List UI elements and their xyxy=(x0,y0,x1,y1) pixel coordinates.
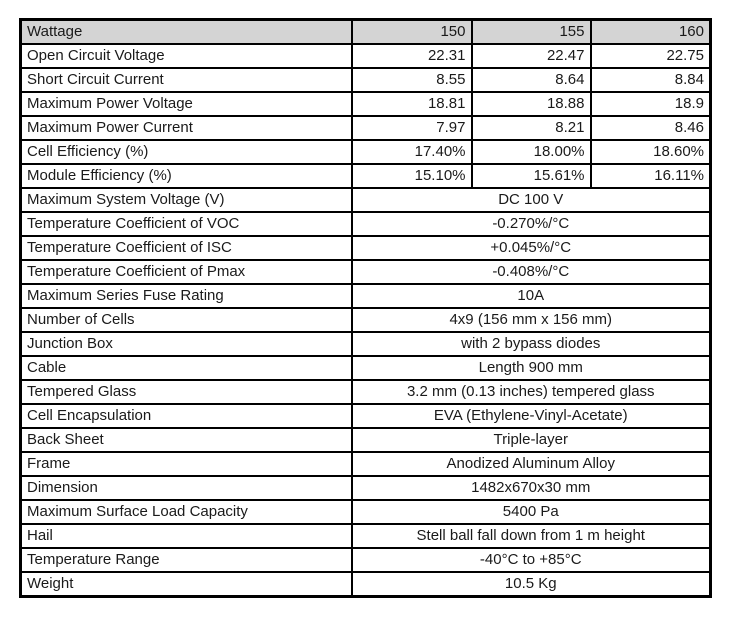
value-cell: 18.9 xyxy=(591,92,711,116)
row-label: Maximum Series Fuse Rating xyxy=(21,284,352,308)
value-cell: 22.47 xyxy=(472,44,591,68)
row-temperature-range xyxy=(21,548,711,572)
row-label: Maximum Power Voltage xyxy=(21,92,352,116)
row-number-of-cells xyxy=(21,308,711,332)
row-cell-encapsulation xyxy=(21,404,711,428)
value-cell: 8.64 xyxy=(472,68,591,92)
merged-value-cell: Anodized Aluminum Alloy xyxy=(352,452,711,476)
value-cell: 15.61% xyxy=(472,164,591,188)
row-weight xyxy=(21,572,711,597)
merged-value-cell: with 2 bypass diodes xyxy=(352,332,711,356)
row-label: Number of Cells xyxy=(21,308,352,332)
row-label: Module Efficiency (%) xyxy=(21,164,352,188)
row-label: Maximum Power Current xyxy=(21,116,352,140)
row-maximum-power-current xyxy=(21,116,711,140)
value-cell: 16.11% xyxy=(591,164,711,188)
row-temp-coefficient-voc xyxy=(21,212,711,236)
merged-value-cell: +0.045%/°C xyxy=(352,236,711,260)
merged-value-cell: 3.2 mm (0.13 inches) tempered glass xyxy=(352,380,711,404)
row-label: Temperature Range xyxy=(21,548,352,572)
value-cell: 18.81 xyxy=(352,92,472,116)
row-label: Frame xyxy=(21,452,352,476)
row-label: Temperature Coefficient of Pmax xyxy=(21,260,352,284)
row-label: Open Circuit Voltage xyxy=(21,44,352,68)
row-label: Maximum System Voltage (V) xyxy=(21,188,352,212)
row-maximum-series-fuse-rating xyxy=(21,284,711,308)
row-junction-box xyxy=(21,332,711,356)
merged-value-cell: Triple-layer xyxy=(352,428,711,452)
merged-value-cell: 5400 Pa xyxy=(352,500,711,524)
row-label: Cable xyxy=(21,356,352,380)
row-dimension xyxy=(21,476,711,500)
value-cell: 17.40% xyxy=(352,140,472,164)
value-cell: 22.75 xyxy=(591,44,711,68)
merged-value-cell: -0.408%/°C xyxy=(352,260,711,284)
merged-value-cell: DC 100 V xyxy=(352,188,711,212)
spec-table xyxy=(19,18,712,598)
row-maximum-system-voltage xyxy=(21,188,711,212)
row-label: Temperature Coefficient of ISC xyxy=(21,236,352,260)
row-label: Tempered Glass xyxy=(21,380,352,404)
row-cell-efficiency xyxy=(21,140,711,164)
merged-value-cell: 1482x670x30 mm xyxy=(352,476,711,500)
merged-value-cell: 10.5 Kg xyxy=(352,572,711,597)
header-wattage-label: Wattage xyxy=(21,20,352,45)
table-header-row xyxy=(21,20,711,45)
row-label: Short Circuit Current xyxy=(21,68,352,92)
value-cell: 8.46 xyxy=(591,116,711,140)
value-cell: 15.10% xyxy=(352,164,472,188)
row-short-circuit-current xyxy=(21,68,711,92)
row-maximum-power-voltage xyxy=(21,92,711,116)
row-maximum-surface-load-capacity xyxy=(21,500,711,524)
row-open-circuit-voltage xyxy=(21,44,711,68)
row-frame xyxy=(21,452,711,476)
row-cable xyxy=(21,356,711,380)
header-wattage-150: 150 xyxy=(352,20,472,45)
value-cell: 7.97 xyxy=(352,116,472,140)
row-tempered-glass xyxy=(21,380,711,404)
header-wattage-155: 155 xyxy=(472,20,591,45)
row-back-sheet xyxy=(21,428,711,452)
row-label: Weight xyxy=(21,572,352,597)
row-hail xyxy=(21,524,711,548)
merged-value-cell: 4x9 (156 mm x 156 mm) xyxy=(352,308,711,332)
row-label: Back Sheet xyxy=(21,428,352,452)
row-temp-coefficient-pmax xyxy=(21,260,711,284)
row-module-efficiency xyxy=(21,164,711,188)
row-temp-coefficient-isc xyxy=(21,236,711,260)
merged-value-cell: -0.270%/°C xyxy=(352,212,711,236)
merged-value-cell: EVA (Ethylene-Vinyl-Acetate) xyxy=(352,404,711,428)
row-label: Dimension xyxy=(21,476,352,500)
value-cell: 22.31 xyxy=(352,44,472,68)
header-wattage-160: 160 xyxy=(591,20,711,45)
value-cell: 18.88 xyxy=(472,92,591,116)
value-cell: 18.60% xyxy=(591,140,711,164)
row-label: Temperature Coefficient of VOC xyxy=(21,212,352,236)
merged-value-cell: Length 900 mm xyxy=(352,356,711,380)
merged-value-cell: Stell ball fall down from 1 m height xyxy=(352,524,711,548)
merged-value-cell: 10A xyxy=(352,284,711,308)
row-label: Hail xyxy=(21,524,352,548)
value-cell: 8.21 xyxy=(472,116,591,140)
row-label: Cell Encapsulation xyxy=(21,404,352,428)
row-label: Junction Box xyxy=(21,332,352,356)
merged-value-cell: -40°C to +85°C xyxy=(352,548,711,572)
value-cell: 18.00% xyxy=(472,140,591,164)
value-cell: 8.55 xyxy=(352,68,472,92)
value-cell: 8.84 xyxy=(591,68,711,92)
row-label: Maximum Surface Load Capacity xyxy=(21,500,352,524)
row-label: Cell Efficiency (%) xyxy=(21,140,352,164)
